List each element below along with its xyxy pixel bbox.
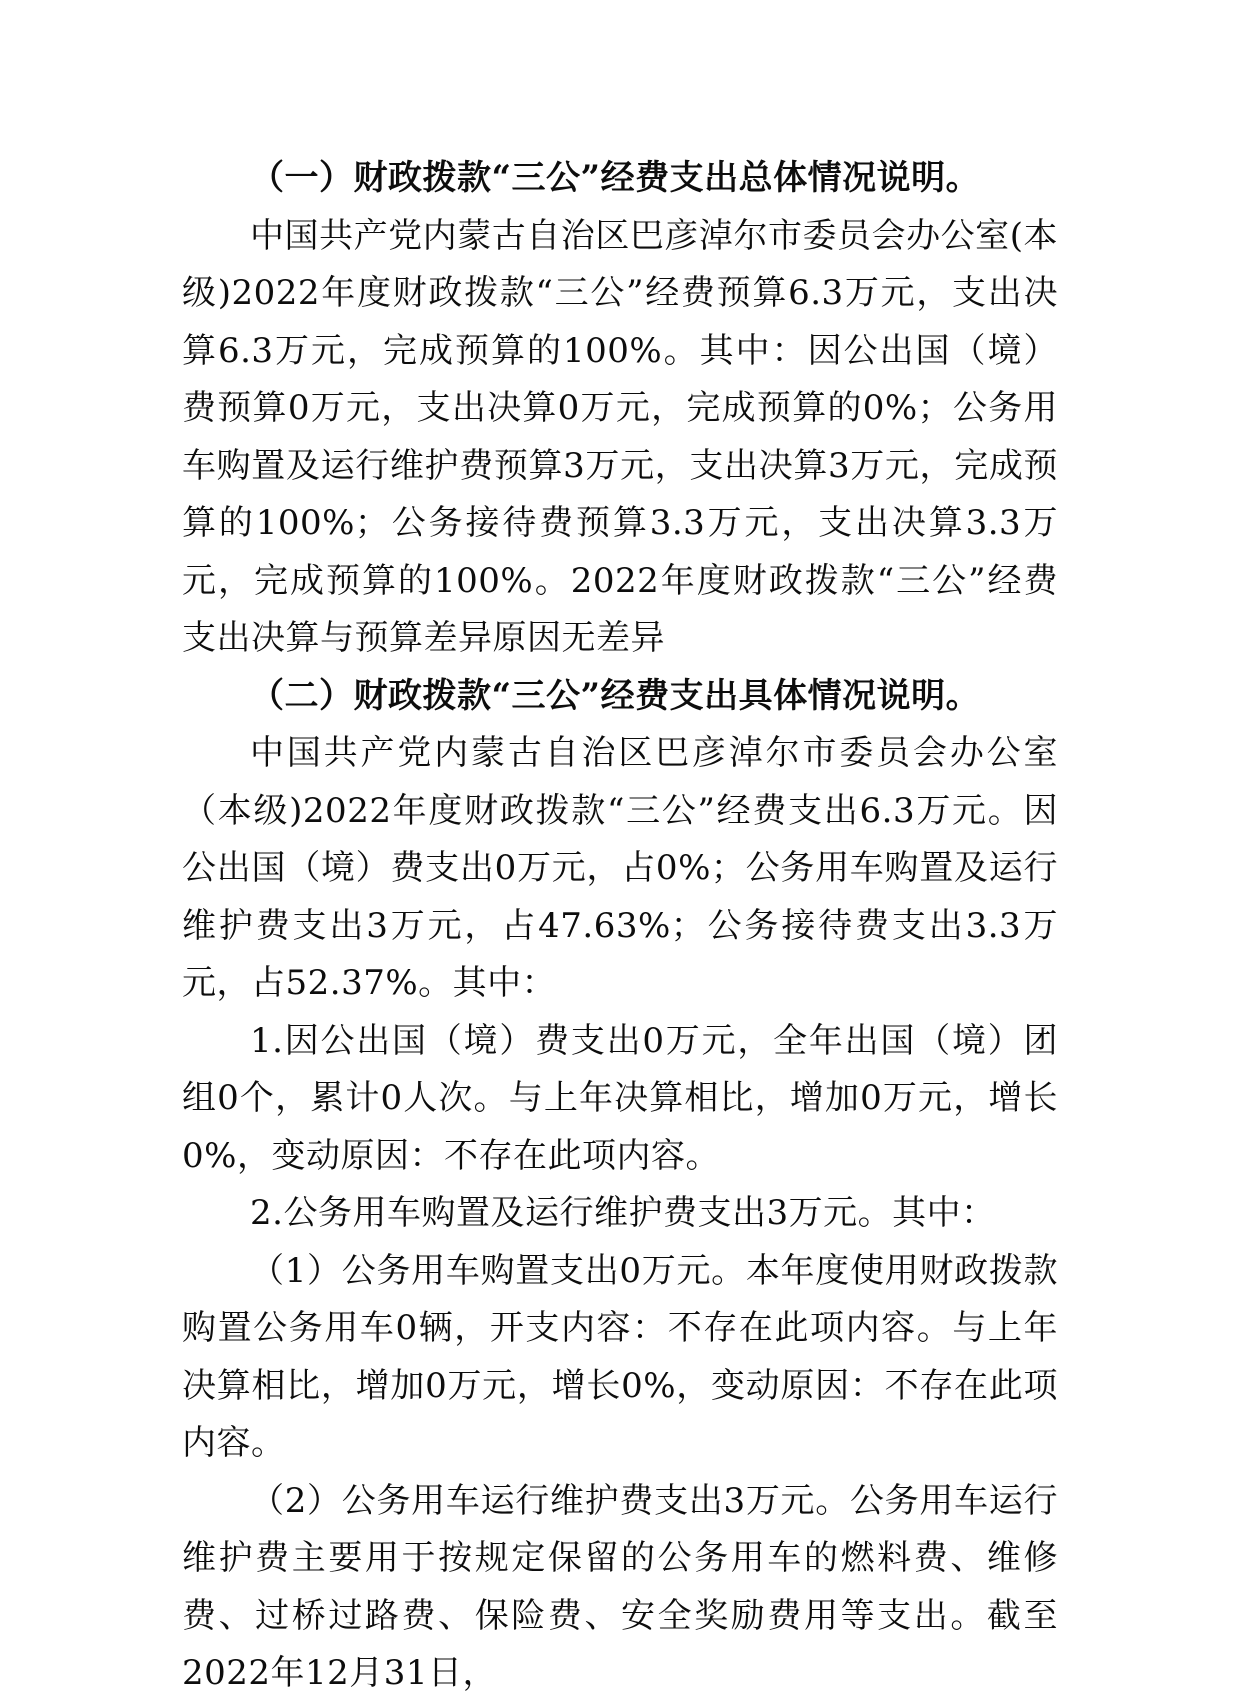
- paragraph-detail-summary: 中国共产党内蒙古自治区巴彦淖尔市委员会办公室（本级)2022年度财政拨款“三公”经费支出6.3万元。因公出国（境）费支出0万元，占0%；公务用车购置及运行维护费支出3万元，占47.63%；公务接待费支出3.3万元，占52.37%。其中：: [182, 733, 1058, 1003]
- document-body: [182, 150, 1058, 1703]
- paragraph-item-1-overseas-travel: 1.因公出国（境）费支出0万元，全年出国（境）团组0个，累计0人次。与上年决算相比，增加0万元，增长0%，变动原因：不存在此项内容。: [182, 1020, 1058, 1176]
- paragraph-overall-summary: 中国共产党内蒙古自治区巴彦淖尔市委员会办公室(本级)2022年度财政拨款“三公”经费预算6.3万元，支出决算6.3万元，完成预算的100%。其中：因公出国（境）费预算0万元，支出决算0万元，完成预算的0%；公务用车购置及运行维护费预算3万元，支出决算3万元，完成预算的100%；公务接待费预算3.3万元，支出决算3.3万元，完成预算的100%。2022年度财政拨款“三公”经费支出决算与预算差异原因无差异: [182, 215, 1058, 658]
- section-heading-overall: （一）财政拨款“三公”经费支出总体情况说明。: [250, 158, 981, 198]
- section-heading-detail: （二）财政拨款“三公”经费支出具体情况说明。: [250, 675, 981, 716]
- paragraph-item-2-1-vehicle-purchase: （1）公务用车购置支出0万元。本年度使用财政拨款购置公务用车0辆，开支内容：不存在此项内容。与上年决算相比，增加0万元，增长0%，变动原因：不存在此项内容。: [182, 1250, 1058, 1463]
- paragraph-item-2-2-vehicle-maintenance: （2）公务用车运行维护费支出3万元。公务用车运行维护费主要用于按规定保留的公务用车的燃料费、维修费、过桥过路费、保险费、安全奖励费用等支出。截至2022年12月31日，: [182, 1480, 1058, 1693]
- paragraph-item-2-vehicle: 2.公务用车购置及运行维护费支出3万元。其中：: [250, 1193, 996, 1233]
